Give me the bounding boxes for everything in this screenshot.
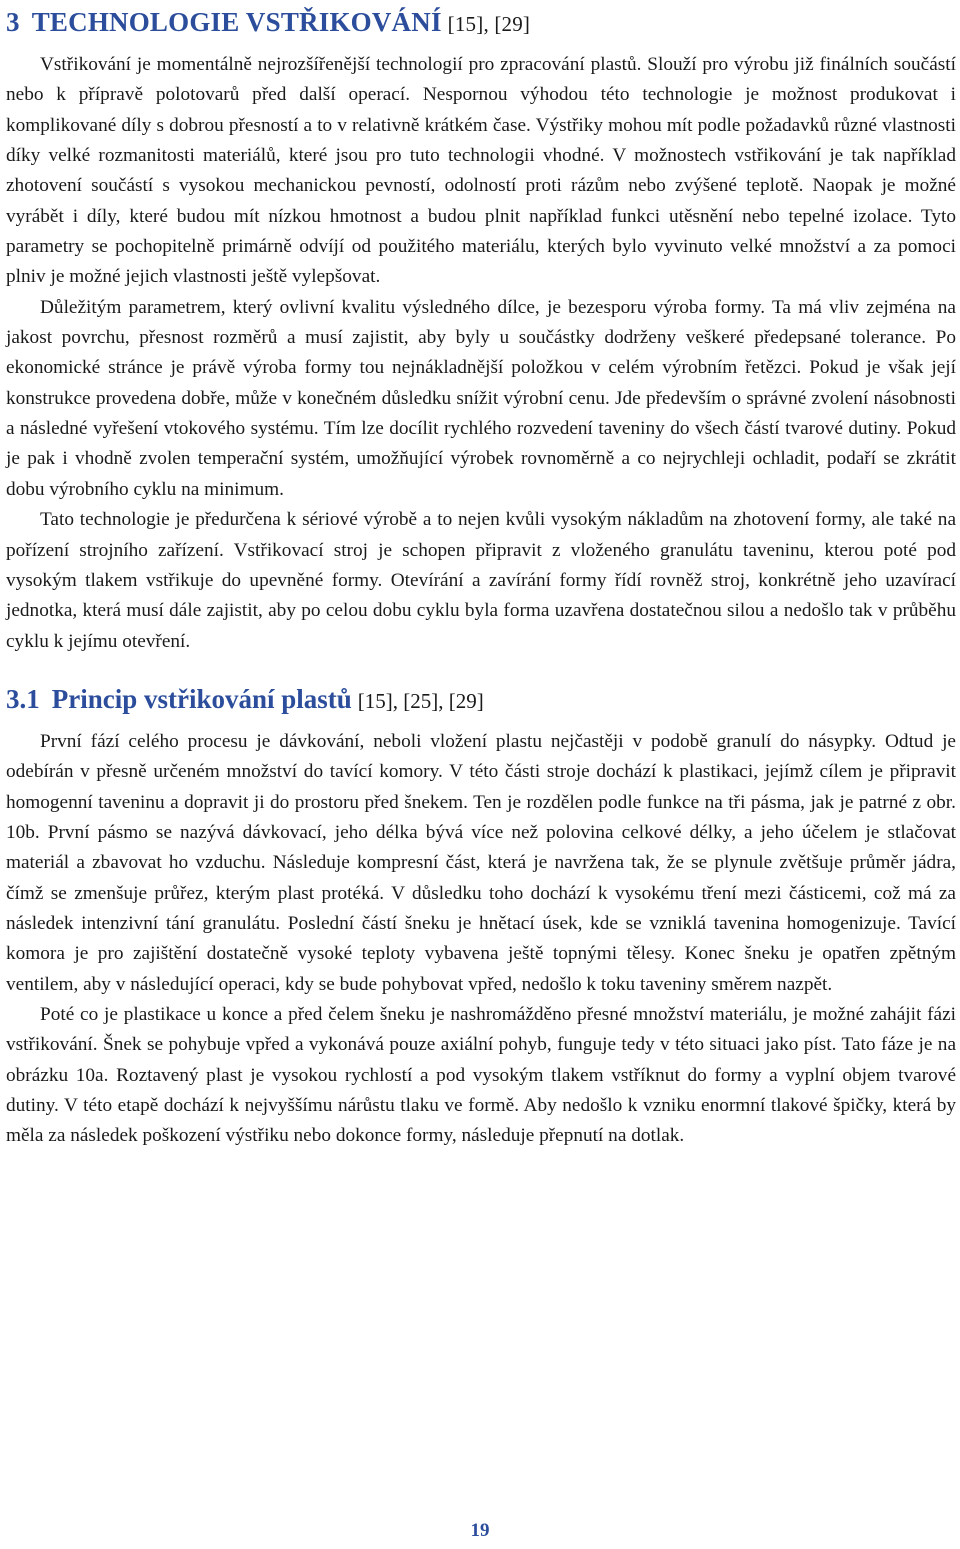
- section-heading: [6, 681, 956, 719]
- section-body: [6, 727, 956, 1152]
- chapter-heading: [6, 4, 956, 42]
- paragraph: Poté co je plastikace u konce a před čelem šneku je nashromážděno přesné množství materiálu, je možné zahájit fázi vstřikování. Šnek se pohybuje vpřed a vykonává pouze axiální pohyb, funguje tedy v této situaci jako píst. Tato fáze je na obrázku 10a. Roztavený plast je vysokou rychlostí a pod vysokým tlakem vstříknut do formy a vyplní objem tvarové dutiny. V této etapě dochází k nejvyššímu nárůstu tlaku ve formě. Aby nedošlo k vzniku enormní tlakové špičky, která by měla za následek poškození výstřiku nebo dokonce formy, následuje přepnutí na dotlak.: [6, 1003, 956, 1147]
- chapter-body: [6, 50, 956, 657]
- chapter-references: [15], [29]: [447, 12, 531, 36]
- section-references: [15], [25], [29]: [357, 688, 484, 713]
- paragraph: Vstřikování je momentálně nejrozšířenější technologií pro zpracování plastů. Slouží pro výrobu již finálních součástí nebo k přípravě polotovarů před další operací. Nespornou výhodou této technologie je možnost produkovat i komplikované díly s dobrou přesností a to v relativně krátkém čase. Výstřiky mohou mít podle požadavků různé vlastnosti díky velké rozmanitosti materiálů, které jsou pro tuto technologii vhodné. V možnostech vstřikování je tak například zhotovení součástí s vysokou mechanickou pevností, odolností proti rázům nebo zvýšené teplotě. Naopak je možné vyrábět i díly, které budou mít nízkou hmotnost a budou plnit například funkci utěsnění nebo tepelné izolace. Tyto parametry se pochopitelně primárně odvíjí od použitého materiálu, kterých bylo vyvinuto velké množství a za pomoci plniv je možné jejich vlastnosti ještě vylepšovat.: [6, 54, 956, 288]
- chapter-title: TECHNOLOGIE VSTŘIKOVÁNÍ: [31, 7, 442, 37]
- paragraph: Důležitým parametrem, který ovlivní kvalitu výsledného dílce, je bezesporu výroba formy. Ta má vliv zejména na jakost povrchu, přesnost rozměrů a musí zajistit, aby byly u součástky dodrženy veškeré předepsané tolerance. Po ekonomické stránce je právě výroba formy tou nejnákladnější položkou v celém výrobním řetězci. Pokud je však její konstrukce provedena dobře, může v konečném důsledku snížit výrobní cenu. Jde především o správné zvolení násobnosti a následné vyřešení vtokového systému. Tím lze docílit rychlého rozvedení taveniny do všech částí tvarové dutiny. Pokud je pak i vhodně zvolen temperační systém, umožňující výrobek rovnoměrně a co nejrychleji ochladit, podaří se zkrátit dobu výrobního cyklu na minimum.: [6, 296, 956, 500]
- section-number: 3.1: [6, 683, 40, 714]
- paragraph: První fází celého procesu je dávkování, neboli vložení plastu nejčastěji v podobě granulí do násypky. Odtud je odebírán v přesně určeném množství do tavící komory. V této části stroje dochází k plastikaci, jejímž cílem je připravit homogenní taveninu a dopravit ji do prostoru před šnekem. Ten je rozdělen podle funkce na tři pásma, jak je patrné z obr. 10b. První pásmo se nazývá dávkovací, jeho délka bývá více než polovina celkové délky, a jeho účelem je stlačovat materiál a zbavovat ho vzduchu. Následuje kompresní část, která je navržena tak, že se plynule zvětšuje průměr jádra, čímž se zmenšuje průřez, kterým plast protéká. V důsledku toho dochází k vysokému tření mezi částicemi, což má za následek intenzivní tání granulátu. Poslední částí šneku je hnětací úsek, kde se vzniklá tavenina homogenizuje. Tavící komora je pro zajištění dostatečně vysoké teploty vybavena ještě topnými tělesy. Konec šneku je opatřen zpětným ventilem, aby v následující operaci, kdy se bude pohybovat vpřed, nedošlo k toku taveniny směrem nazpět.: [6, 730, 956, 995]
- chapter-number: 3: [6, 7, 20, 37]
- document-page: [6, 0, 956, 1152]
- section-title: Princip vstřikování plastů: [51, 683, 352, 714]
- paragraph: Tato technologie je předurčena k sériové výrobě a to nejen kvůli vysokým nákladům na zhotovení formy, ale také na pořízení strojního zařízení. Vstřikovací stroj je schopen připravit z vloženého granulátu taveninu, kterou poté pod vysokým tlakem vstřikuje do upevněné formy. Otevírání a zavírání formy řídí rovněž stroj, konkrétně jeho uzavírací jednotka, která musí dále zajistit, aby po celou dobu cyklu byla forma uzavřena dostatečnou silou a nedošlo tak v průběhu cyklu k jejímu otevření.: [6, 509, 956, 652]
- page-number: 19: [470, 1520, 490, 1541]
